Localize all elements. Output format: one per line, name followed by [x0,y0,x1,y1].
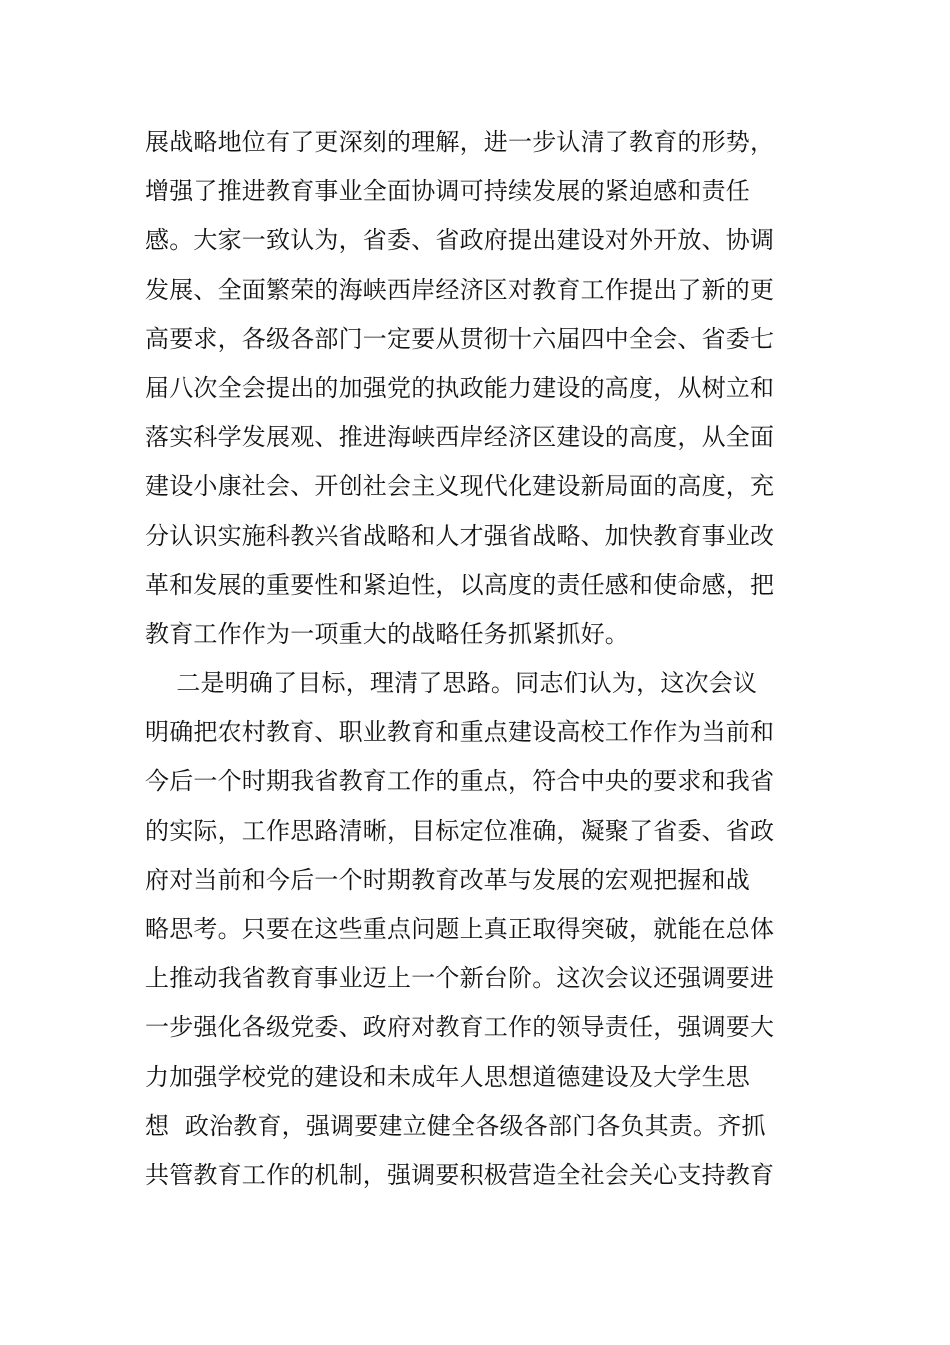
text-line: 的实际，工作思路清晰，目标定位准确，凝聚了省委、省政 [145,816,775,845]
text-line: 展战略地位有了更深刻的理解，进一步认清了教育的形势， [145,128,775,156]
text-line: 教育工作作为一项重大的战略任务抓紧抓好。 [145,619,629,648]
body-text [145,122,785,1204]
text-line: 力加强学校党的建设和未成年人思想道德建设及大学生思 [145,1062,750,1091]
text-line: 届八次全会提出的加强党的执政能力建设的高度，从树立和 [145,373,775,402]
text-line: 今后一个时期我省教育工作的重点，符合中央的要求和我省 [145,767,775,796]
paragraph-start-line: 二是明确了目标，理清了思路。同志们认为，这次会议 [145,669,758,698]
text-line: 革和发展的重要性和紧迫性，以高度的责任感和使命感，把 [145,570,775,599]
text-line: 高要求，各级各部门一定要从贯彻十六届四中全会、省委七 [145,324,775,353]
text-line: 明确把农村教育、职业教育和重点建设高校工作作为当前和 [145,718,775,747]
text-line: 感。大家一致认为，省委、省政府提出建设对外开放、协调 [145,226,775,255]
text-line: 上推动我省教育事业迈上一个新台阶。这次会议还强调要进 [145,964,775,993]
text-line: 想 政治教育，强调要建立健全各级各部门各负其责。齐抓 [145,1111,766,1140]
text-line: 分认识实施科教兴省战略和人才强省战略、加快教育事业改 [145,521,775,550]
text-line: 落实科学发展观、推进海峡西岸经济区建设的高度，从全面 [145,423,775,452]
text-line: 共管教育工作的机制，强调要积极营造全社会关心支持教育 [145,1160,775,1189]
text-line: 发展、全面繁荣的海峡西岸经济区对教育工作提出了新的更 [145,275,775,304]
text-line: 建设小康社会、开创社会主义现代化建设新局面的高度，充 [145,472,775,501]
text-line: 一步强化各级党委、政府对教育工作的领导责任，强调要大 [145,1013,775,1042]
text-line: 府对当前和今后一个时期教育改革与发展的宏观把握和战 [145,865,750,894]
text-line: 增强了推进教育事业全面协调可持续发展的紧迫感和责任 [145,177,750,206]
text-line: 略思考。只要在这些重点问题上真正取得突破，就能在总体 [145,915,775,943]
